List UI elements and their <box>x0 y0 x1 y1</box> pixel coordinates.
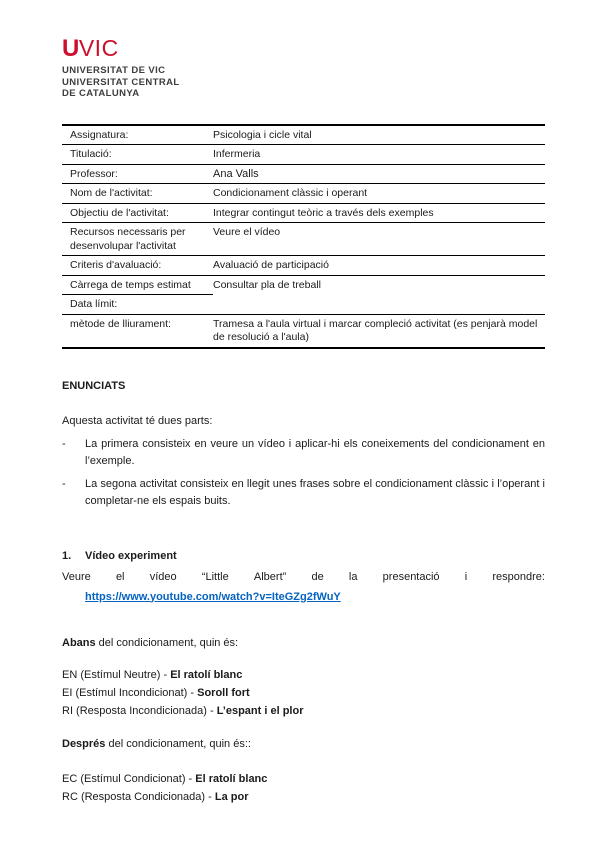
stimulus-answer: Soroll fort <box>197 686 250 699</box>
table-row-professor <box>62 165 545 185</box>
intro-paragraph: Aquesta activitat té dues parts: <box>62 414 213 427</box>
row-value: Condicionament clàssic i operant <box>213 187 368 199</box>
stimulus-line-ri <box>62 702 545 720</box>
word: respondre: <box>492 570 545 583</box>
stimulus-line-rc <box>62 788 545 806</box>
stimulus-prefix: RI (Resposta Incondicionada) - <box>62 704 217 717</box>
before-question <box>62 635 545 652</box>
word: i <box>464 570 468 583</box>
stimulus-prefix: EC (Estímul Condicionat) - <box>62 772 196 785</box>
video-link-row <box>62 587 545 606</box>
word: el <box>115 570 125 583</box>
word: Veure <box>62 570 91 583</box>
stimulus-prefix: EN (Estímul Neutre) - <box>62 668 171 681</box>
list-item <box>62 476 545 510</box>
bullet-marker: - <box>62 477 66 490</box>
stimulus-answer: El ratolí blanc <box>170 668 243 681</box>
row-label: Titulació: <box>70 148 112 160</box>
row-label: Data límit: <box>70 298 118 310</box>
word: “Little <box>201 570 229 583</box>
word: de <box>311 570 324 583</box>
word: la <box>348 570 358 583</box>
row-label: Càrrega de temps estimat <box>62 276 213 296</box>
table-row-assignatura <box>62 126 545 146</box>
word: Albert” <box>253 570 287 583</box>
row-value: Psicologia i cicle vital <box>213 128 312 141</box>
row-value: Tramesa a l'aula virtual i marcar compleció activitat (es penjarà model de resolució a l'aula) <box>213 317 538 343</box>
table-row-metode <box>62 315 545 347</box>
table-row-titulacio <box>62 145 545 165</box>
section-heading-video-experiment <box>62 550 545 562</box>
row-label: mètode de lliurament: <box>70 317 171 330</box>
uvic-logo <box>62 35 545 62</box>
question-rest: del condicionament, quin és:: <box>105 737 251 750</box>
word: vídeo <box>149 570 177 583</box>
question-bold-word: Després <box>62 737 106 750</box>
university-name-line: UNIVERSITAT DE VIC <box>62 65 166 76</box>
activity-info-table <box>62 124 545 349</box>
before-stimulus-list <box>62 666 545 720</box>
uvic-logo-u: U <box>62 35 79 62</box>
bullet-list <box>62 436 545 510</box>
row-value: Avaluació de participació <box>213 259 329 271</box>
table-row-criteris <box>62 256 545 276</box>
stimulus-line-ec <box>62 770 545 788</box>
question-rest: del condicionament, quin és: <box>95 636 239 649</box>
table-row-carrega <box>62 276 545 296</box>
row-label: Assignatura: <box>70 128 129 141</box>
bullet-text: La segona activitat consisteix en llegit unes frases sobre el condicionament clàssic i l’operant i completar-ne els espais buits. <box>85 477 545 507</box>
row-label: Criteris d'avaluació: <box>70 259 162 271</box>
bullet-marker: - <box>62 437 66 450</box>
stimulus-prefix: EI (Estímul Incondicionat) - <box>62 686 198 699</box>
stimulus-answer: L’espant i el plor <box>216 704 304 717</box>
video-instruction-line <box>62 569 545 586</box>
row-label: Nom de l'activitat: <box>70 187 153 199</box>
after-stimulus-list <box>62 770 545 806</box>
list-item <box>62 436 545 470</box>
university-name-line: UNIVERSITAT CENTRAL <box>62 76 180 88</box>
table-row-recursos <box>62 223 545 256</box>
row-value: Ana Valls <box>213 167 259 180</box>
question-bold-word: Abans <box>62 636 96 649</box>
row-label: Objectiu de l'activitat: <box>70 206 169 219</box>
youtube-link[interactable]: https://www.youtube.com/watch?v=IteGZg2fWuY <box>85 590 341 603</box>
table-row-data-limit <box>62 295 545 315</box>
stimulus-line-ei <box>62 684 545 702</box>
row-value: Integrar contingut teòric a través dels exemples <box>213 206 434 219</box>
university-name <box>62 65 545 100</box>
table-row-nom-activitat <box>62 184 545 204</box>
uvic-logo-vic: VIC <box>78 35 119 61</box>
stimulus-prefix: RC (Resposta Condicionada) - <box>62 790 215 803</box>
stimulus-line-en <box>62 666 545 684</box>
table-row-objectiu <box>62 204 545 224</box>
bullet-text: La primera consisteix en veure un vídeo i aplicar-hi els coneixements del condicionament en l’exemple. <box>85 437 545 467</box>
row-label: Recursos necessaris per desenvolupar l'activitat <box>70 226 186 252</box>
row-value <box>213 295 545 314</box>
row-label: Professor: <box>70 167 118 180</box>
row-value: Infermeria <box>213 148 261 160</box>
word: presentació <box>382 570 440 583</box>
heading-text: Vídeo experiment <box>85 549 177 562</box>
row-value: Consultar pla de treball <box>213 278 321 291</box>
stimulus-answer: El ratolí blanc <box>195 772 268 785</box>
stimulus-answer: La por <box>214 790 249 803</box>
heading-number: 1. <box>62 549 72 562</box>
row-value: Veure el vídeo <box>213 226 281 238</box>
university-name-line: DE CATALUNYA <box>62 88 140 99</box>
section-title-enunciats: ENUNCIATS <box>62 379 126 392</box>
university-header <box>62 35 545 100</box>
after-question <box>62 736 545 753</box>
